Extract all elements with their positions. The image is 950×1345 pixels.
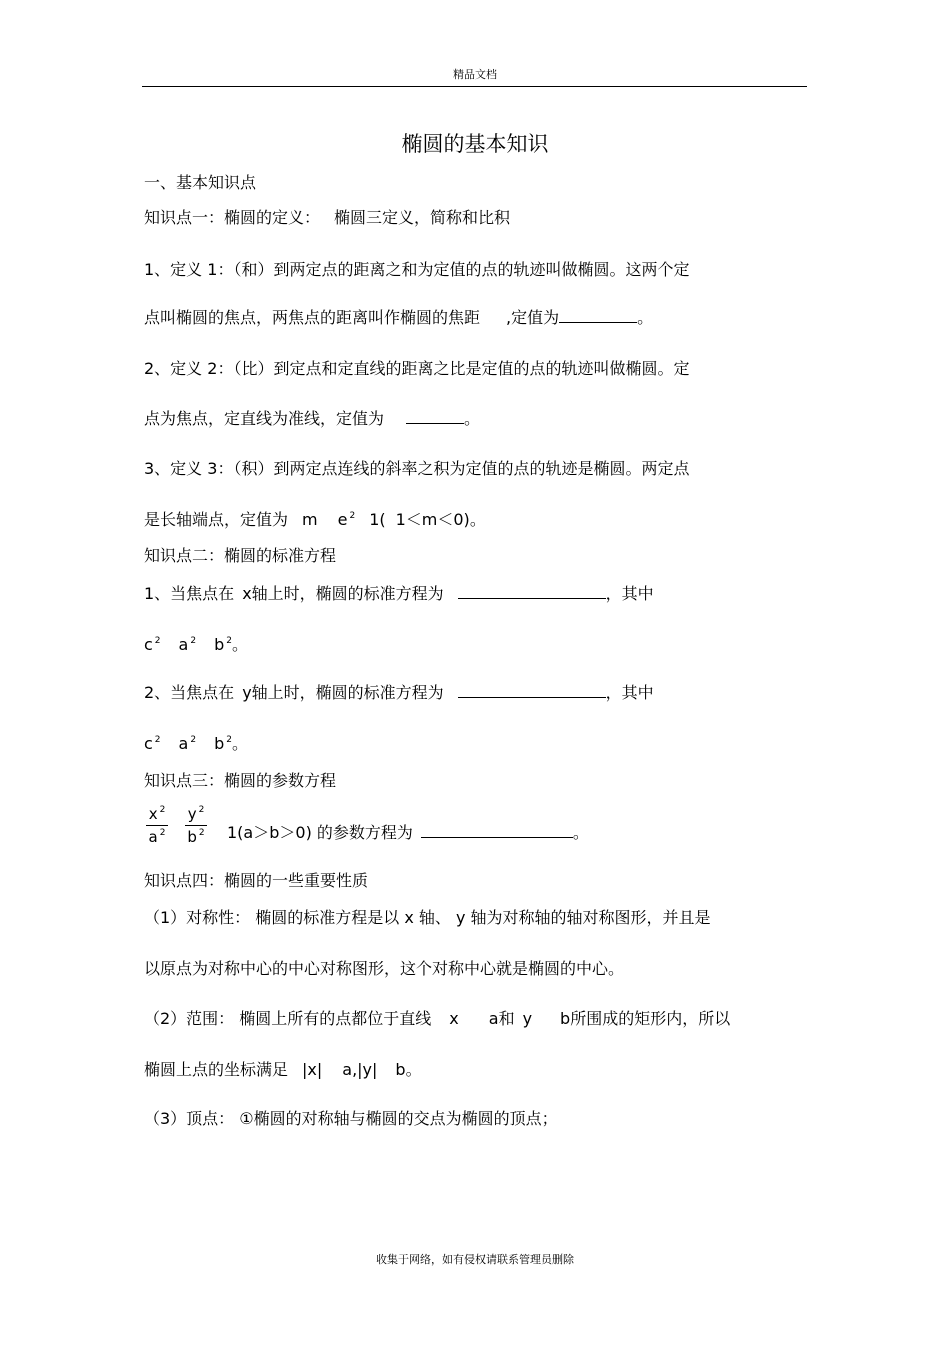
frac-a-exp: 2: [159, 828, 166, 838]
document-title: 椭圆的基本知识: [401, 132, 549, 156]
page-footer: 收集于网络，如有侵权请联系管理员删除: [376, 1253, 574, 1266]
std-x-sep: ，其中: [605, 584, 654, 603]
std-eq-y-line1: [144, 680, 654, 703]
std-y-blank: [458, 683, 606, 698]
std-y-c-exp: 2: [154, 735, 161, 745]
std-y-end: 。: [231, 734, 248, 753]
std-y-b-exp: 2: [226, 735, 232, 745]
prop2-y: y: [522, 1009, 533, 1028]
knowledge-point-2: 知识点二：椭圆的标准方程: [144, 546, 337, 565]
def3-e: e: [337, 510, 348, 529]
prop2-b: b: [560, 1009, 571, 1028]
prop2-mid: a,: [342, 1060, 358, 1079]
page-header: 精品文档: [453, 68, 497, 81]
std-x-rest: 轴上时，椭圆的标准方程为: [251, 584, 444, 603]
param-blank: [421, 823, 573, 838]
def2-end: 。: [464, 409, 481, 428]
knowledge-point-1: [144, 205, 510, 228]
prop2-line2-text: 椭圆上点的坐标满足: [144, 1060, 289, 1079]
prop2-text: （2）范围： 椭圆上所有的点都位于直线: [144, 1009, 432, 1028]
std-x-a-exp: 2: [190, 636, 197, 646]
std-x-end: 。: [231, 635, 248, 654]
definition-3-line1: 3、定义 3：（积）到两定点连线的斜率之积为定值的点的轨迹是椭圆。两定点: [144, 459, 690, 478]
std-y-text: 2、当焦点在: [144, 683, 235, 702]
param-eq-line: [227, 820, 589, 843]
def2-blank: [406, 409, 464, 424]
definition-2-line2: [144, 406, 480, 429]
definition-1-line1: 1、定义 1：（和）到两定点的距离之和为定值的点的轨迹叫做椭圆。这两个定: [144, 260, 690, 279]
frac-y: y: [187, 805, 197, 823]
std-x-c-exp: 2: [154, 636, 161, 646]
definition-1-line2: [144, 305, 653, 328]
prop2-rest: 所围成的矩形内，所以: [570, 1009, 731, 1028]
section-heading: 一、基本知识点: [144, 173, 257, 192]
def1-text: 点叫椭圆的焦点，两焦点的距离叫作椭圆的焦距: [144, 308, 481, 327]
prop2-abs-y: |y|: [357, 1060, 378, 1079]
frac-bar-1: [146, 825, 168, 826]
std-y-rest: 轴上时，椭圆的标准方程为: [251, 683, 444, 702]
prop2-end: 。: [405, 1060, 422, 1079]
def1-blank: [559, 308, 637, 323]
prop2-a: a: [488, 1009, 499, 1028]
std-y-c: c: [144, 734, 153, 753]
frac-bar-2: [185, 825, 207, 826]
frac-y-exp: 2: [198, 805, 205, 815]
std-y-b: b: [214, 734, 225, 753]
fraction-y-over-b: [185, 805, 207, 846]
std-x-b: b: [214, 635, 225, 654]
std-x-c: c: [144, 635, 153, 654]
definition-3-line2: [144, 507, 486, 530]
def3-text: 是长轴端点，定值为: [144, 510, 289, 529]
std-y-axis: y: [242, 683, 252, 702]
knowledge-point-4: 知识点四：椭圆的一些重要性质: [144, 871, 369, 890]
frac-x-exp: 2: [159, 805, 166, 815]
def3-rest: 1(: [369, 510, 386, 529]
std-x-axis: x: [242, 584, 252, 603]
frac-b: b: [187, 828, 197, 846]
std-y-a-exp: 2: [190, 735, 197, 745]
std-eq-y-line2: [144, 731, 248, 754]
std-x-text: 1、当焦点在: [144, 584, 235, 603]
def1-end: 。: [637, 308, 654, 327]
property-2-line2: [144, 1057, 422, 1080]
param-condition: 1(a＞b＞0) 的参数方程为: [227, 823, 413, 842]
kp1-tail: 椭圆三定义，简称和比积: [334, 208, 511, 227]
std-y-a: a: [178, 734, 189, 753]
header-divider: [142, 86, 807, 87]
def3-range: 1＜m＜0): [395, 510, 470, 529]
def3-exp: 2: [349, 511, 356, 521]
frac-x: x: [148, 805, 158, 823]
property-2-line1: [144, 1006, 730, 1029]
std-eq-x-line2: [144, 632, 248, 655]
def3-end: 。: [469, 510, 486, 529]
prop2-he: 和: [498, 1009, 515, 1028]
std-x-blank: [458, 584, 606, 599]
kp1-head: 知识点一：椭圆的定义：: [144, 208, 321, 227]
std-x-b-exp: 2: [226, 636, 232, 646]
def3-m: m: [302, 510, 318, 529]
prop2-abs-x: |x|: [302, 1060, 323, 1079]
frac-a: a: [148, 828, 158, 846]
prop2-bb: b: [395, 1060, 406, 1079]
def1-value-label: ,定值为: [506, 308, 560, 327]
property-3-line1: （3）顶点： ①椭圆的对称轴与椭圆的交点为椭圆的顶点；: [144, 1109, 558, 1128]
def2-text: 点为焦点，定直线为准线，定值为: [144, 409, 385, 428]
param-end: 。: [572, 823, 589, 842]
frac-b-exp: 2: [198, 828, 205, 838]
fraction-x-over-a: [146, 805, 168, 846]
std-y-sep: ，其中: [605, 683, 654, 702]
property-1-line2: 以原点为对称中心的中心对称图形，这个对称中心就是椭圆的中心。: [144, 959, 625, 978]
property-1-line1: （1）对称性： 椭圆的标准方程是以 x 轴、 y 轴为对称轴的轴对称图形，并且是: [144, 908, 711, 927]
std-eq-x-line1: [144, 581, 654, 604]
prop2-x: x: [449, 1009, 459, 1028]
definition-2-line1: 2、定义 2：（比）到定点和定直线的距离之比是定值的点的轨迹叫做椭圆。定: [144, 359, 690, 378]
std-x-a: a: [178, 635, 189, 654]
knowledge-point-3: 知识点三：椭圆的参数方程: [144, 771, 337, 790]
